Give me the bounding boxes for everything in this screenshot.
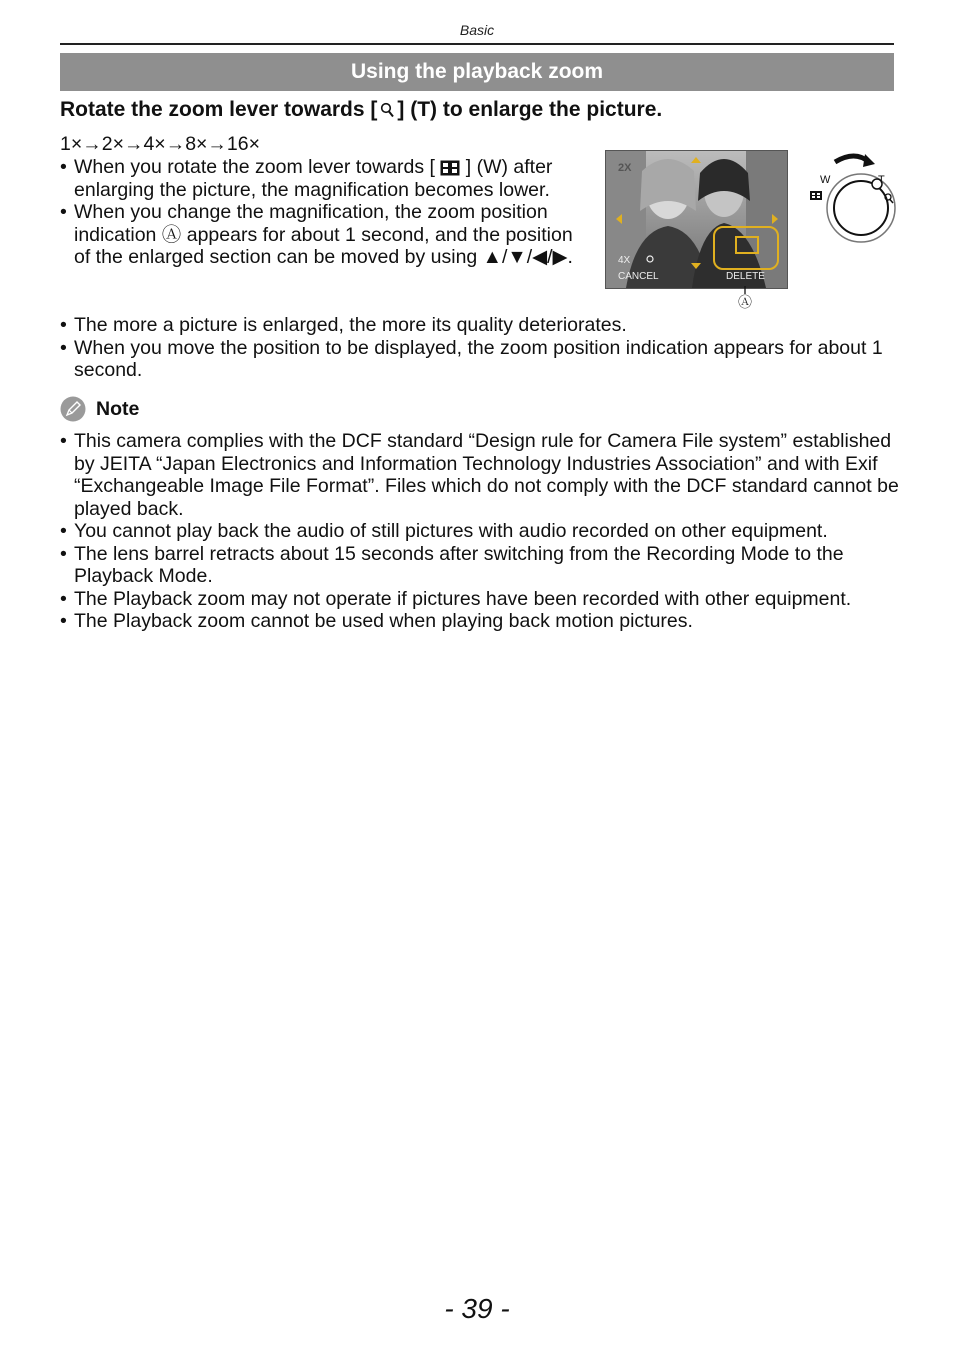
pencil-icon — [60, 396, 86, 422]
list-item: • This camera complies with the DCF standard “Design rule for Camera File system” established by JEITA “Japan Electronics and Information Technology Industries Association” and with Exif “Exchangeable Image File Format”. Files which do not comply with the DCF standard cannot be played back. — [60, 430, 905, 520]
delete-label: DELETE — [726, 271, 765, 282]
lever-w-label: W — [820, 174, 831, 186]
page-number: - 39 - — [444, 1293, 510, 1324]
bullet-list-top — [60, 156, 590, 269]
zoom-lever-diagram — [805, 150, 900, 245]
page-title: Using the playback zoom — [60, 53, 894, 91]
list-item: • The Playback zoom cannot be used when playing back motion pictures. — [60, 610, 905, 633]
magnifier-icon — [380, 102, 394, 118]
header-rule — [60, 43, 894, 45]
note-heading — [60, 396, 139, 422]
note-list — [60, 430, 905, 633]
instruction-text-after: ] (T) to enlarge the picture. — [397, 98, 663, 121]
list-item: • You cannot play back the audio of still pictures with audio recorded on other equipment. — [60, 520, 905, 543]
bullet-list-wide — [60, 314, 900, 382]
photo-illustration — [606, 151, 787, 288]
magnification-sequence: 1×→2×→4×→8×→16× — [60, 133, 261, 155]
list-item: • The lens barrel retracts about 15 seconds after switching from the Recording Mode to the Playback Mode. — [60, 543, 905, 588]
list-item: • When you change the magnification, the zoom position indication Ⓐ appears for about 1 second, and the position of the enlarged section can be moved by using ▲/▼/◀/▶. — [60, 201, 590, 269]
list-item — [60, 156, 590, 201]
lever-dial — [834, 181, 888, 235]
bullet-text-after: ] (W) after enlarging the picture, the magnification becomes lower. — [74, 156, 553, 201]
list-item: • When you move the position to be displayed, the zoom position indication appears for about 1 second. — [60, 337, 900, 382]
note-title: Note — [96, 397, 140, 420]
instruction-text-before: Rotate the zoom lever towards [ — [60, 98, 378, 121]
callout-a: Ⓐ — [738, 294, 752, 310]
multi-playback-icon — [440, 160, 460, 176]
playback-zoom-photo — [605, 150, 788, 289]
cancel-label: CANCEL — [618, 271, 659, 282]
lever-t-label: T — [878, 174, 885, 186]
zoom-badge: 2X — [618, 162, 632, 174]
rotation-arrowhead — [863, 154, 875, 167]
instruction-heading — [60, 96, 900, 124]
rotation-arrow — [835, 156, 869, 162]
list-item: • The Playback zoom may not operate if pictures have been recorded with other equipment. — [60, 588, 905, 611]
list-item: • The more a picture is enlarged, the more its quality deteriorates. — [60, 314, 900, 337]
bullet-text-before: When you rotate the zoom lever towards [ — [74, 156, 435, 178]
lever-multi-playback-icon — [810, 191, 822, 200]
section-label: Basic — [459, 22, 495, 38]
zoom-level-label: 4X — [618, 255, 631, 266]
